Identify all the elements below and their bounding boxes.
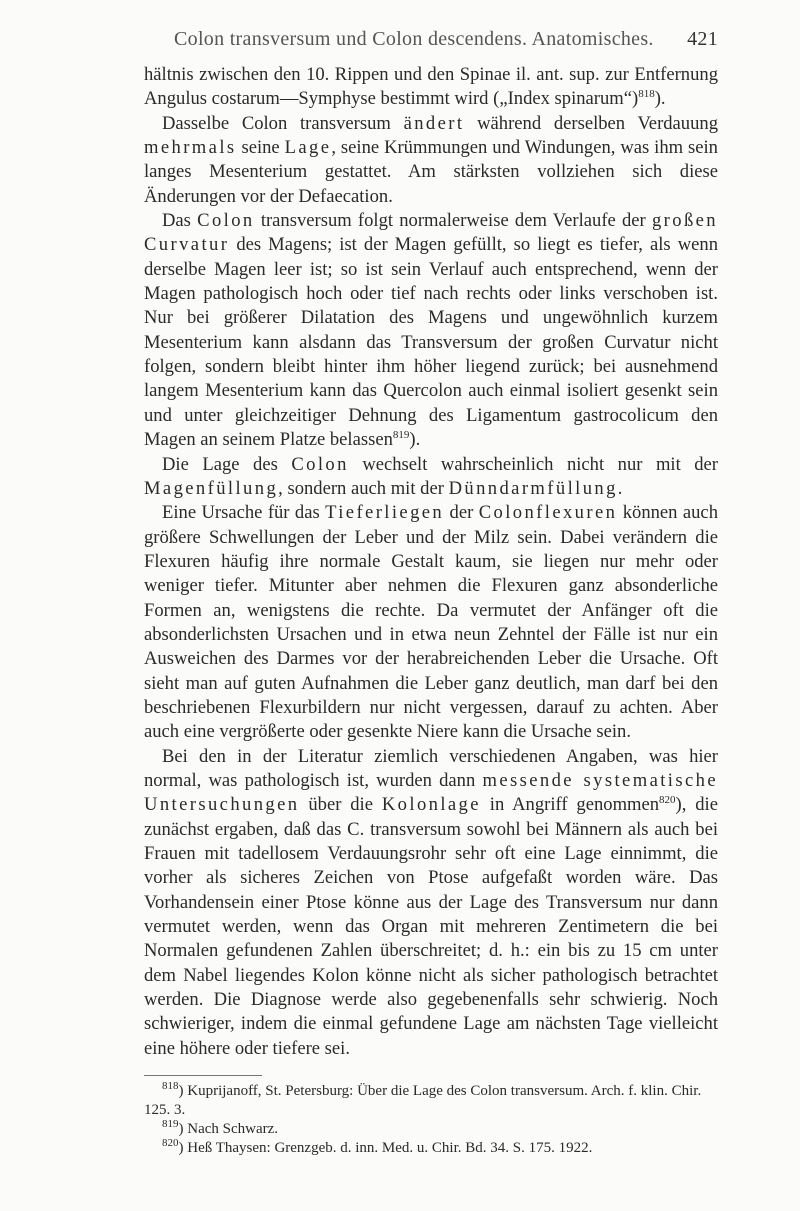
paragraph (144, 63, 718, 112)
text-run: Das (162, 210, 198, 232)
footnote-number: 819 (162, 1118, 179, 1131)
paragraph (144, 501, 718, 744)
body-text (144, 63, 718, 1061)
text-run: ). (654, 88, 666, 110)
page-number: 421 (687, 28, 718, 50)
footnote-reference: 820 (659, 794, 676, 807)
emphasized-text: Colonflexuren (478, 502, 618, 524)
text-run: Eine Ursache für das (162, 502, 326, 524)
text-run: während derselben Verdauung (464, 112, 718, 134)
emphasized-text: großen Curvatur (144, 210, 718, 256)
footnotes (144, 1082, 718, 1158)
emphasized-text: Colon (197, 210, 255, 232)
text-run: wechselt wahrscheinlich nicht nur mit der (348, 453, 718, 475)
paragraph (144, 112, 718, 209)
emphasized-text: mehrmals (144, 137, 237, 159)
footnote-reference: 819 (392, 428, 410, 441)
emphasized-text: Magenfüllung (144, 477, 279, 499)
text-run: der (444, 502, 479, 524)
text-run: Dasselbe Colon transversum (162, 112, 404, 134)
text-run: über die (299, 794, 382, 816)
text-run: ). (409, 429, 421, 451)
emphasized-text: Tieferliegen (325, 502, 445, 524)
text-run: hältnis zwischen den 10. Rippen und den Spinae il. ant. sup. zur Entfernung Angulus costarum—Symphyse bestimmt wird („Index spinarum“) (144, 64, 718, 110)
paragraph (144, 745, 718, 1061)
footnote-divider (144, 1075, 262, 1076)
emphasized-text: Colon (291, 453, 349, 475)
footnote (144, 1120, 718, 1139)
text-run: , seine Krümmungen und Windungen, was ihm sein langes Mesenterium gestattet. Am stärksten vollziehen sich diese Änderungen vor der Defaecation. (144, 137, 718, 207)
text-run: Bei den in der Literatur ziemlich verschiedenen Angaben, was hier normal, was pathologisch ist, wurden dann (144, 745, 718, 791)
footnote-text: ) Heß Thaysen: Grenzgeb. d. inn. Med. u. Chir. Bd. 34. S. 175. 1922. (178, 1140, 593, 1157)
emphasized-text: ändert (403, 112, 465, 134)
text-run: seine (236, 137, 285, 159)
text-run: können auch größere Schwellungen der Leber und der Milz sein. Dabei verändern die Flexuren häufig ihre normale Gestalt kaum, sie liegen nur mehr oder weniger tiefer. Mitunter aber nehmen die Flexuren ganz absonderliche Formen an, wenigstens die rechte. Da vermutet der Anfänger oft die absonderlichsten Ursachen und in etwa neun Zehntel der Fälle ist nur ein Ausweichen des Darmes vor der herabreichenden Leber die Ursache. Oft sieht man auf guten Aufnahmen die Leber ganz deutlich, man darf bei den beschriebenen Flexurbildern nur nicht vergessen, darauf zu achten. Aber auch eine vergrößerte oder gesenkte Niere kann die Ursache sein. (144, 502, 718, 743)
emphasized-text: Lage (284, 137, 332, 159)
emphasized-text: Kolonlage (381, 794, 481, 816)
emphasized-text: messende systematische Untersuchungen (144, 769, 718, 816)
running-title: Colon transversum und Colon descendens. Anatomisches. (174, 28, 654, 50)
footnote-reference: 818 (638, 88, 655, 101)
text-run: ), die zunächst ergaben, daß das C. transversum sowohl bei Männern als auch bei Frauen mit tadellosem Verdauungsrohr sehr oft eine Lage einnimmt, die vorher als sicheres Zeichen von Ptose aufgefaßt worden wäre. Das Vorhandensein einer Ptose könne aus der Lage des Transversum nur dann vermutet werden, wenn das Organ mit mehreren Zentimetern die bei Normalen gefundenen Zahlen überschreitet; d. h.: ein bis zu 15 cm unter dem Nabel liegendes Kolon könne nicht als sicher pathologisch betrachtet werden. Die Diagnose werde also gegebenenfalls sehr schwierig. Noch schwieriger, indem die einmal gefundene Lage am nächsten Tage vielleicht eine höhere oder tiefere sei. (144, 794, 718, 1059)
text-run: in Angriff genommen (480, 794, 660, 816)
text-run: , sondern auch mit der (278, 477, 449, 499)
text-run: Die Lage des (162, 453, 292, 475)
footnote-number: 820 (162, 1137, 179, 1150)
emphasized-text: Dünndarmfüllung (448, 477, 618, 499)
paragraph (144, 209, 718, 452)
paragraph (144, 453, 718, 502)
running-header (174, 28, 718, 51)
footnote-text: ) Kuprijanoff, St. Petersburg: Über die Lage des Colon transversum. Arch. f. klin. Chir. 125. 3. (144, 1083, 702, 1119)
footnote (144, 1139, 718, 1158)
footnote-number: 818 (162, 1080, 179, 1093)
footnote (144, 1082, 718, 1120)
text-run: des Magens; ist der Magen gefüllt, so liegt es tiefer, als wenn derselbe Magen leer ist; so ist sein Verlauf auch entsprechend, wenn der Magen pathologisch hoch oder tief nach rechts oder links verschoben ist. Nur bei größerer Dilatation des Magens und ungewöhnlich kurzem Mesenterium kann alsdann das Transversum der großen Curvatur nicht folgen, sondern bleibt hinter ihm höher liegend zurück; bei ausnehmend langem Mesenterium kann das Quercolon auch einmal isoliert gesenkt sein und unter gleichzeitiger Dehnung des Ligamentum gastrocolicum den Magen an seinem Platze belassen (144, 234, 718, 451)
text-run: transversum folgt normalerweise dem Verlaufe der (254, 210, 652, 232)
text-run: . (617, 477, 623, 499)
footnote-text: ) Nach Schwarz. (178, 1121, 279, 1138)
